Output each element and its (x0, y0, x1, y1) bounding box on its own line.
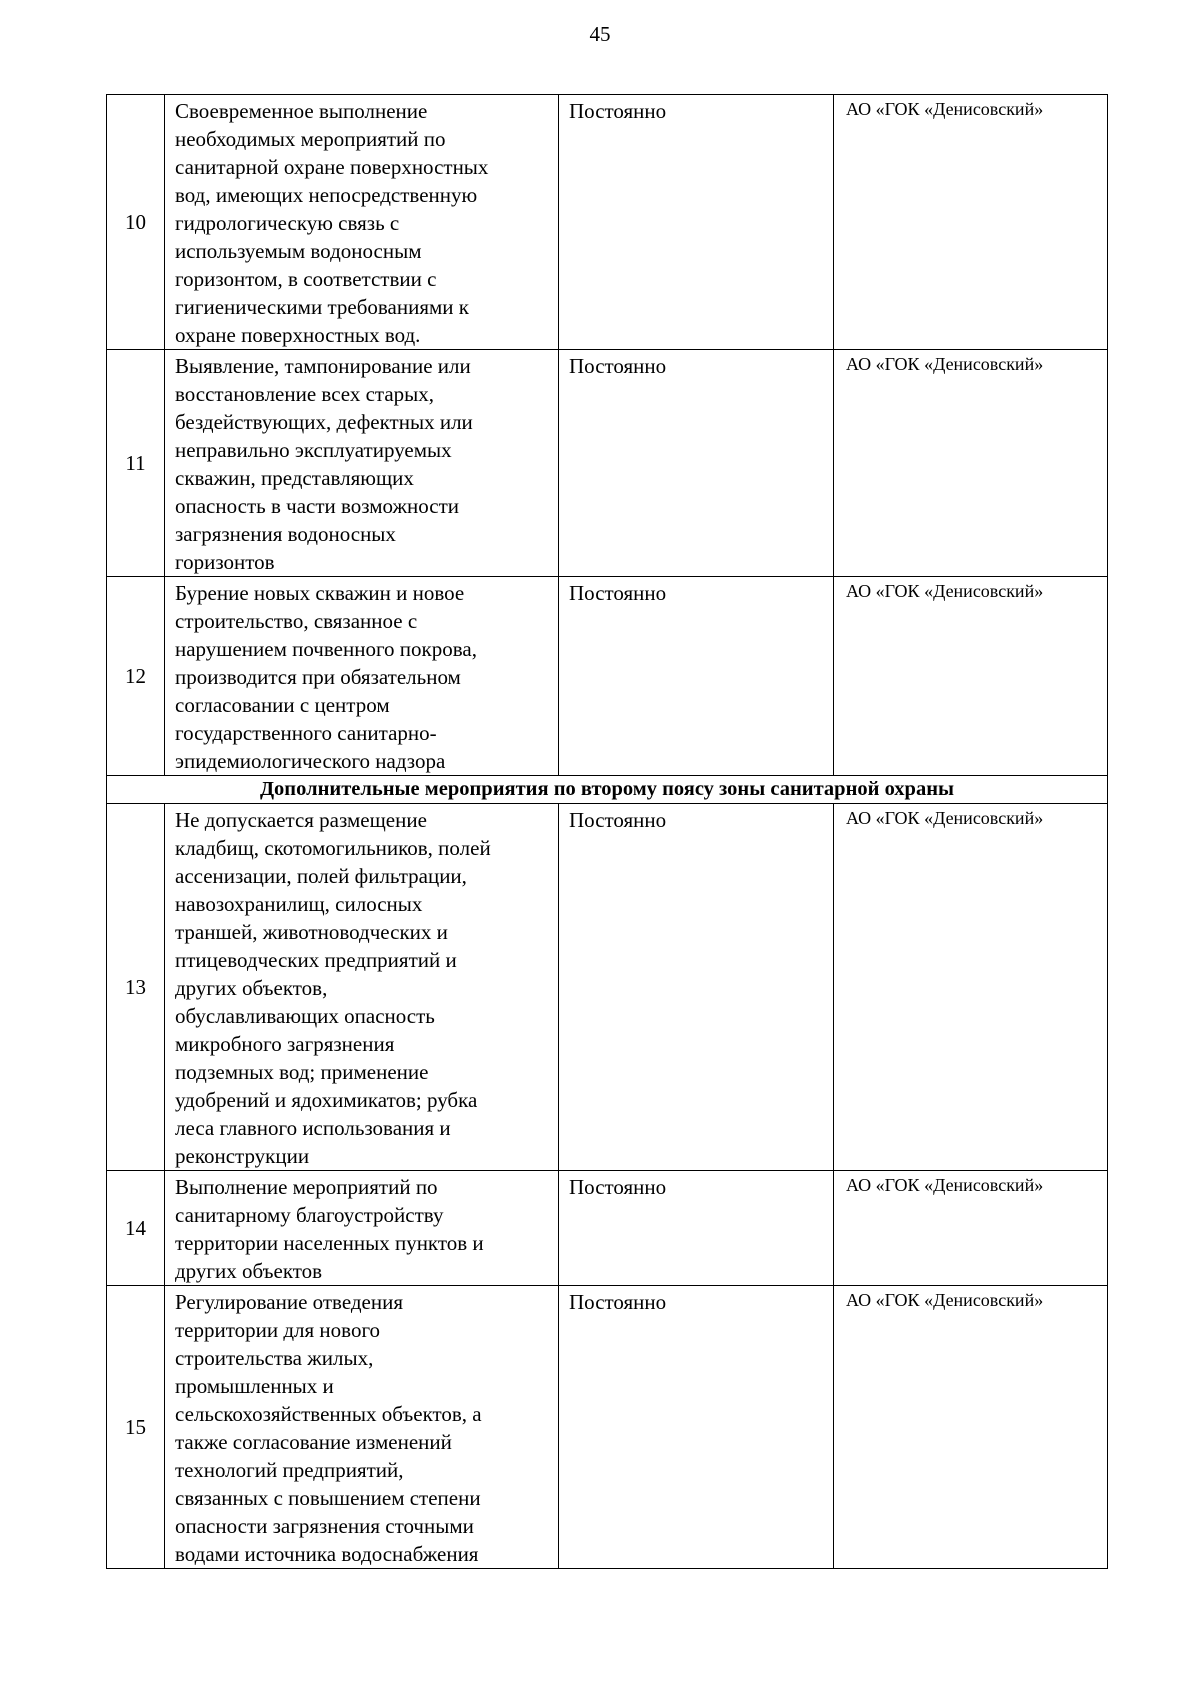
table-row (107, 577, 1108, 776)
activity-text: Регулирование отведения территории для нового строительства жилых, промышленных и сельскохозяйственных объектов, а также согласование изменений технологий предприятий, связанных с повышением степени опасности загрязнения сточными водами источника водоснабжения (165, 1286, 559, 1569)
responsible-text: АО «ГОК «Денисовский» (834, 1171, 1108, 1286)
term-text: Постоянно (559, 95, 834, 350)
responsible-text: АО «ГОК «Денисовский» (834, 95, 1108, 350)
activity-text: Бурение новых скважин и новое строительство, связанное с нарушением почвенного покрова, производится при обязательном согласовании с центром государственного санитарно- эпидемиологического надзора (165, 577, 559, 776)
activity-text: Своевременное выполнение необходимых мероприятий по санитарной охране поверхностных вод, имеющих непосредственную гидрологическую связь с используемым водоносным горизонтом, в соответствии с гигиеническими требованиями к охране поверхностных вод. (165, 95, 559, 350)
responsible-text: АО «ГОК «Денисовский» (834, 577, 1108, 776)
page-number: 45 (589, 22, 611, 46)
activity-text: Выявление, тампонирование или восстановление всех старых, бездействующих, дефектных или неправильно эксплуатируемых скважин, представляющих опасность в части возможности загрязнения водоносных горизонтов (165, 350, 559, 577)
row-number: 10 (107, 95, 165, 350)
term-text: Постоянно (559, 350, 834, 577)
row-number: 14 (107, 1171, 165, 1286)
term-text: Постоянно (559, 1286, 834, 1569)
table-row (107, 1171, 1108, 1286)
row-number: 15 (107, 1286, 165, 1569)
table-row (107, 804, 1108, 1171)
table-row (107, 1286, 1108, 1569)
responsible-text: АО «ГОК «Денисовский» (834, 1286, 1108, 1569)
term-text: Постоянно (559, 577, 834, 776)
measures-table (106, 94, 1108, 1569)
row-number: 13 (107, 804, 165, 1171)
section-header-row (107, 776, 1108, 804)
activity-text: Не допускается размещение кладбищ, скотомогильников, полей ассенизации, полей фильтрации, навозохранилищ, силосных траншей, животноводческих и птицеводческих предприятий и других объектов, обуславливающих опасность микробного загрязнения подземных вод; применение удобрений и ядохимикатов; рубка леса главного использования и реконструкции (165, 804, 559, 1171)
activity-text: Выполнение мероприятий по санитарному благоустройству территории населенных пунктов и других объектов (165, 1171, 559, 1286)
table-row (107, 95, 1108, 350)
term-text: Постоянно (559, 1171, 834, 1286)
responsible-text: АО «ГОК «Денисовский» (834, 350, 1108, 577)
row-number: 12 (107, 577, 165, 776)
table-row (107, 350, 1108, 577)
row-number: 11 (107, 350, 165, 577)
term-text: Постоянно (559, 804, 834, 1171)
section-title: Дополнительные мероприятия по второму поясу зоны санитарной охраны (107, 776, 1108, 804)
responsible-text: АО «ГОК «Денисовский» (834, 804, 1108, 1171)
